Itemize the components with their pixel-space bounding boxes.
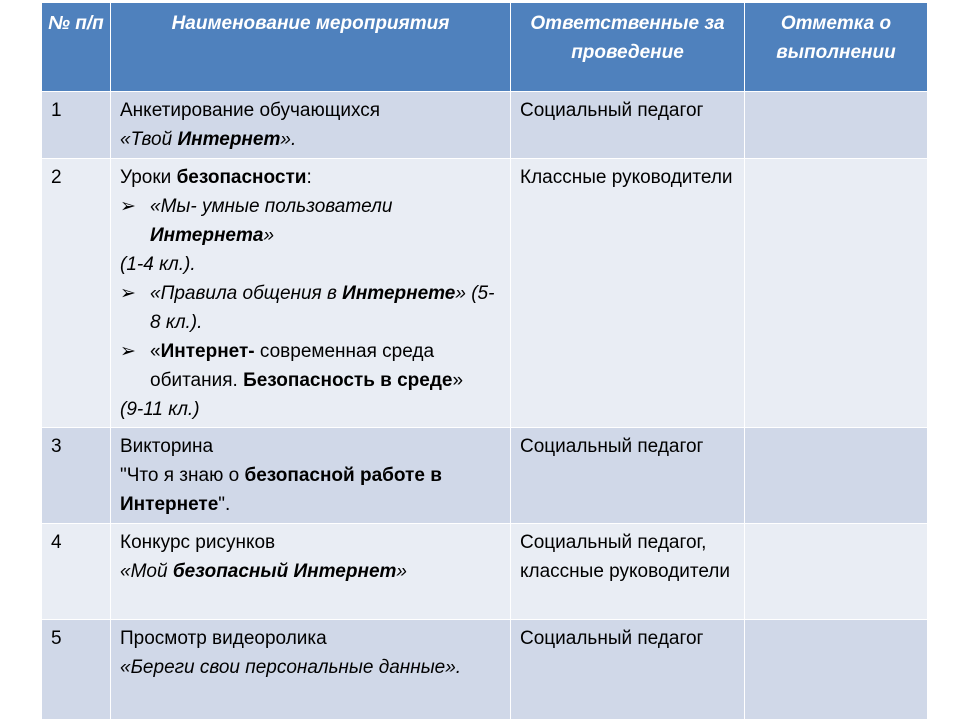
lesson-title-bold: Безопасность в среде [243, 370, 453, 391]
row-number: 2 [42, 159, 111, 428]
event-text: Викторина [120, 436, 214, 457]
event-text: Конкурс рисунков [120, 532, 276, 553]
completion-mark [745, 524, 928, 620]
event-name [111, 620, 511, 720]
completion-mark [745, 159, 928, 428]
lesson-title-pre: «Мы- умные пользователи [150, 196, 393, 217]
lesson-title-post: » (5-8 кл.). [150, 283, 495, 333]
event-text: Просмотр видеоролика [120, 628, 327, 649]
events-table [41, 2, 928, 720]
responsible: Социальный педагог [511, 620, 745, 720]
list-item [120, 279, 502, 337]
completion-mark [745, 428, 928, 524]
event-quote-close: ". [218, 494, 231, 515]
event-italic: «Береги свои персональные данные». [120, 657, 462, 678]
event-bold: безопасности [176, 167, 307, 188]
event-bold: Интернет [177, 129, 281, 150]
row-number: 1 [42, 92, 111, 159]
responsible: Социальный педагог [511, 428, 745, 524]
event-bold: безопасный Интернет [172, 561, 397, 582]
responsible: Социальный педагог [511, 92, 745, 159]
lesson-title-mid: современная среда обитания. [150, 341, 435, 391]
table-row [42, 428, 928, 524]
lesson-list [120, 192, 502, 250]
event-bold: безопасной работе в Интернете [120, 465, 442, 515]
header-number: № п/п [42, 3, 111, 92]
event-quote-close: » [396, 561, 407, 582]
lesson-title-post: » [263, 225, 275, 246]
row-number: 4 [42, 524, 111, 620]
arrow-bullet-icon: ➢ [120, 283, 136, 304]
event-name [111, 524, 511, 620]
lesson-title-bold: Интернет- [160, 341, 255, 362]
row-number: 5 [42, 620, 111, 720]
event-quote-open: "Что я знаю о [120, 465, 245, 486]
event-quote-close: ». [280, 129, 297, 150]
header-event-name: Наименование мероприятия [111, 3, 511, 92]
lesson-title-pre: «Правила общения в [150, 283, 343, 304]
lesson-title-bold: Интернета [150, 225, 264, 246]
header-responsible: Ответственные за проведение [511, 3, 745, 92]
event-quote-open: «Твой [120, 129, 178, 150]
event-name [111, 428, 511, 524]
lesson-grades: (1-4 кл.). [120, 254, 196, 275]
list-item [120, 337, 502, 395]
responsible: Классные руководители [511, 159, 745, 428]
row-number: 3 [42, 428, 111, 524]
table-row [42, 524, 928, 620]
lesson-grades: (9-11 кл.) [120, 399, 200, 420]
event-colon: : [306, 167, 312, 188]
lesson-title-bold: Интернете [342, 283, 456, 304]
event-name [111, 92, 511, 159]
table-header-row [42, 3, 928, 92]
event-text: Анкетирование обучающихся [120, 100, 381, 121]
table-row [42, 620, 928, 720]
event-text: Уроки [120, 167, 177, 188]
table-row [42, 92, 928, 159]
lesson-title-close: » [452, 370, 464, 391]
event-quote-open: «Мой [120, 561, 173, 582]
table-row [42, 159, 928, 428]
completion-mark [745, 620, 928, 720]
completion-mark [745, 92, 928, 159]
arrow-bullet-icon: ➢ [120, 341, 136, 362]
arrow-bullet-icon: ➢ [120, 196, 136, 217]
lesson-title-open: « [150, 341, 161, 362]
lesson-list [120, 279, 502, 395]
header-completion-mark: Отметка о выполнении [745, 3, 928, 92]
responsible: Социальный педагог, классные руководители [511, 524, 745, 620]
list-item [120, 192, 502, 250]
event-name [111, 159, 511, 428]
